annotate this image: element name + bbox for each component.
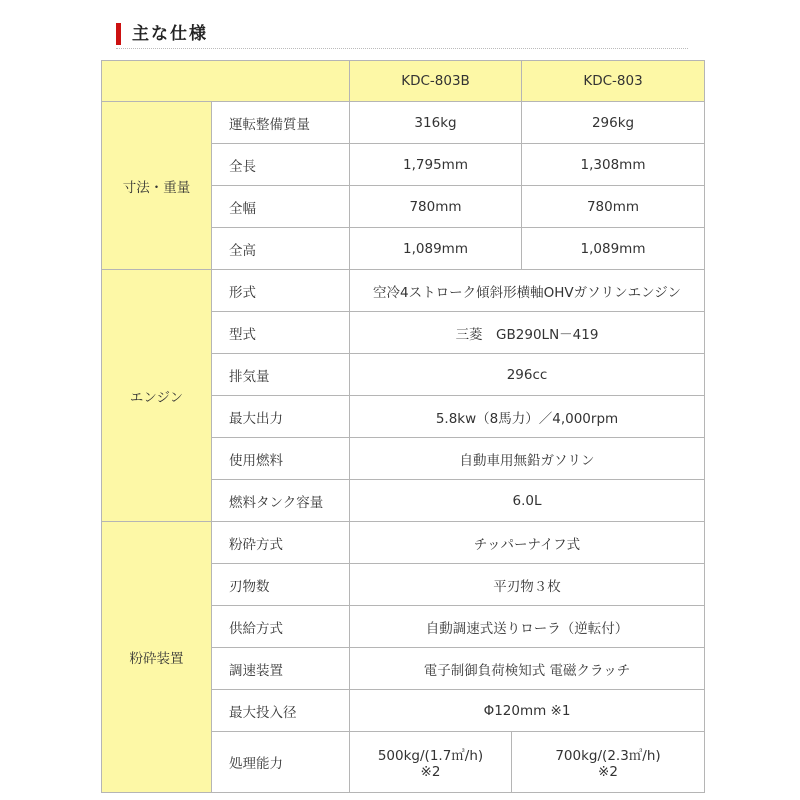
value-cell: 316kg: [350, 102, 522, 144]
row-label: 刃物数: [212, 564, 350, 606]
section-title: 主な仕様: [132, 24, 208, 44]
row-label: 形式: [212, 270, 350, 312]
table-row: [102, 522, 705, 564]
value-cell: 780mm: [522, 186, 705, 228]
value-cell: 電子制御負荷検知式 電磁クラッチ: [350, 648, 705, 690]
value-cell: 296cc: [350, 354, 705, 396]
header-accent-bar: [116, 23, 121, 45]
model-name-cell: KDC-803B: [350, 61, 522, 102]
value-cell: Φ120mm ※1: [350, 690, 705, 732]
table-row: [102, 102, 705, 144]
group-label-crusher: 粉砕装置: [102, 522, 212, 793]
model-name-cell: KDC-803: [522, 61, 705, 102]
capacity-value: 700kg/(2.3㎥/h): [555, 748, 661, 764]
row-label: 全高: [212, 228, 350, 270]
group-label-engine: エンジン: [102, 270, 212, 522]
value-cell: 1,089mm: [522, 228, 705, 270]
row-label: 最大出力: [212, 396, 350, 438]
header-corner-cell: [102, 61, 350, 102]
row-label: 粉砕方式: [212, 522, 350, 564]
row-label: 全幅: [212, 186, 350, 228]
spec-table: [101, 60, 705, 793]
capacity-note: ※2: [420, 764, 441, 780]
row-label: 排気量: [212, 354, 350, 396]
value-cell: チッパーナイフ式: [350, 522, 705, 564]
value-cell: 自動調速式送りローラ（逆転付）: [350, 606, 705, 648]
row-label: 供給方式: [212, 606, 350, 648]
row-label: 最大投入径: [212, 690, 350, 732]
capacity-cell: [350, 732, 512, 793]
value-cell: 1,308mm: [522, 144, 705, 186]
value-cell: 296kg: [522, 102, 705, 144]
row-label: 使用燃料: [212, 438, 350, 480]
row-label: 全長: [212, 144, 350, 186]
value-cell: 空冷4ストローク傾斜形横軸OHVガソリンエンジン: [350, 270, 705, 312]
value-cell: 6.0L: [350, 480, 705, 522]
table-row: [102, 270, 705, 312]
row-label: 燃料タンク容量: [212, 480, 350, 522]
capacity-cell: [512, 732, 705, 793]
row-label: 調速装置: [212, 648, 350, 690]
section-header: [116, 22, 688, 46]
row-label: 運転整備質量: [212, 102, 350, 144]
value-cell: 平刃物３枚: [350, 564, 705, 606]
row-label: 型式: [212, 312, 350, 354]
value-cell: 1,089mm: [350, 228, 522, 270]
header-divider: [116, 48, 688, 49]
value-cell: 1,795mm: [350, 144, 522, 186]
value-cell: 780mm: [350, 186, 522, 228]
capacity-note: ※2: [598, 764, 618, 780]
row-label: 処理能力: [212, 732, 350, 793]
group-label-dimensions: 寸法・重量: [102, 102, 212, 270]
model-header-row: [102, 61, 705, 102]
capacity-value: 500kg/(1.7㎥/h): [377, 748, 484, 764]
value-cell: 自動車用無鉛ガソリン: [350, 438, 705, 480]
value-cell: 三菱 GB290LN－419: [350, 312, 705, 354]
value-cell: 5.8kw（8馬力）／4,000rpm: [350, 396, 705, 438]
